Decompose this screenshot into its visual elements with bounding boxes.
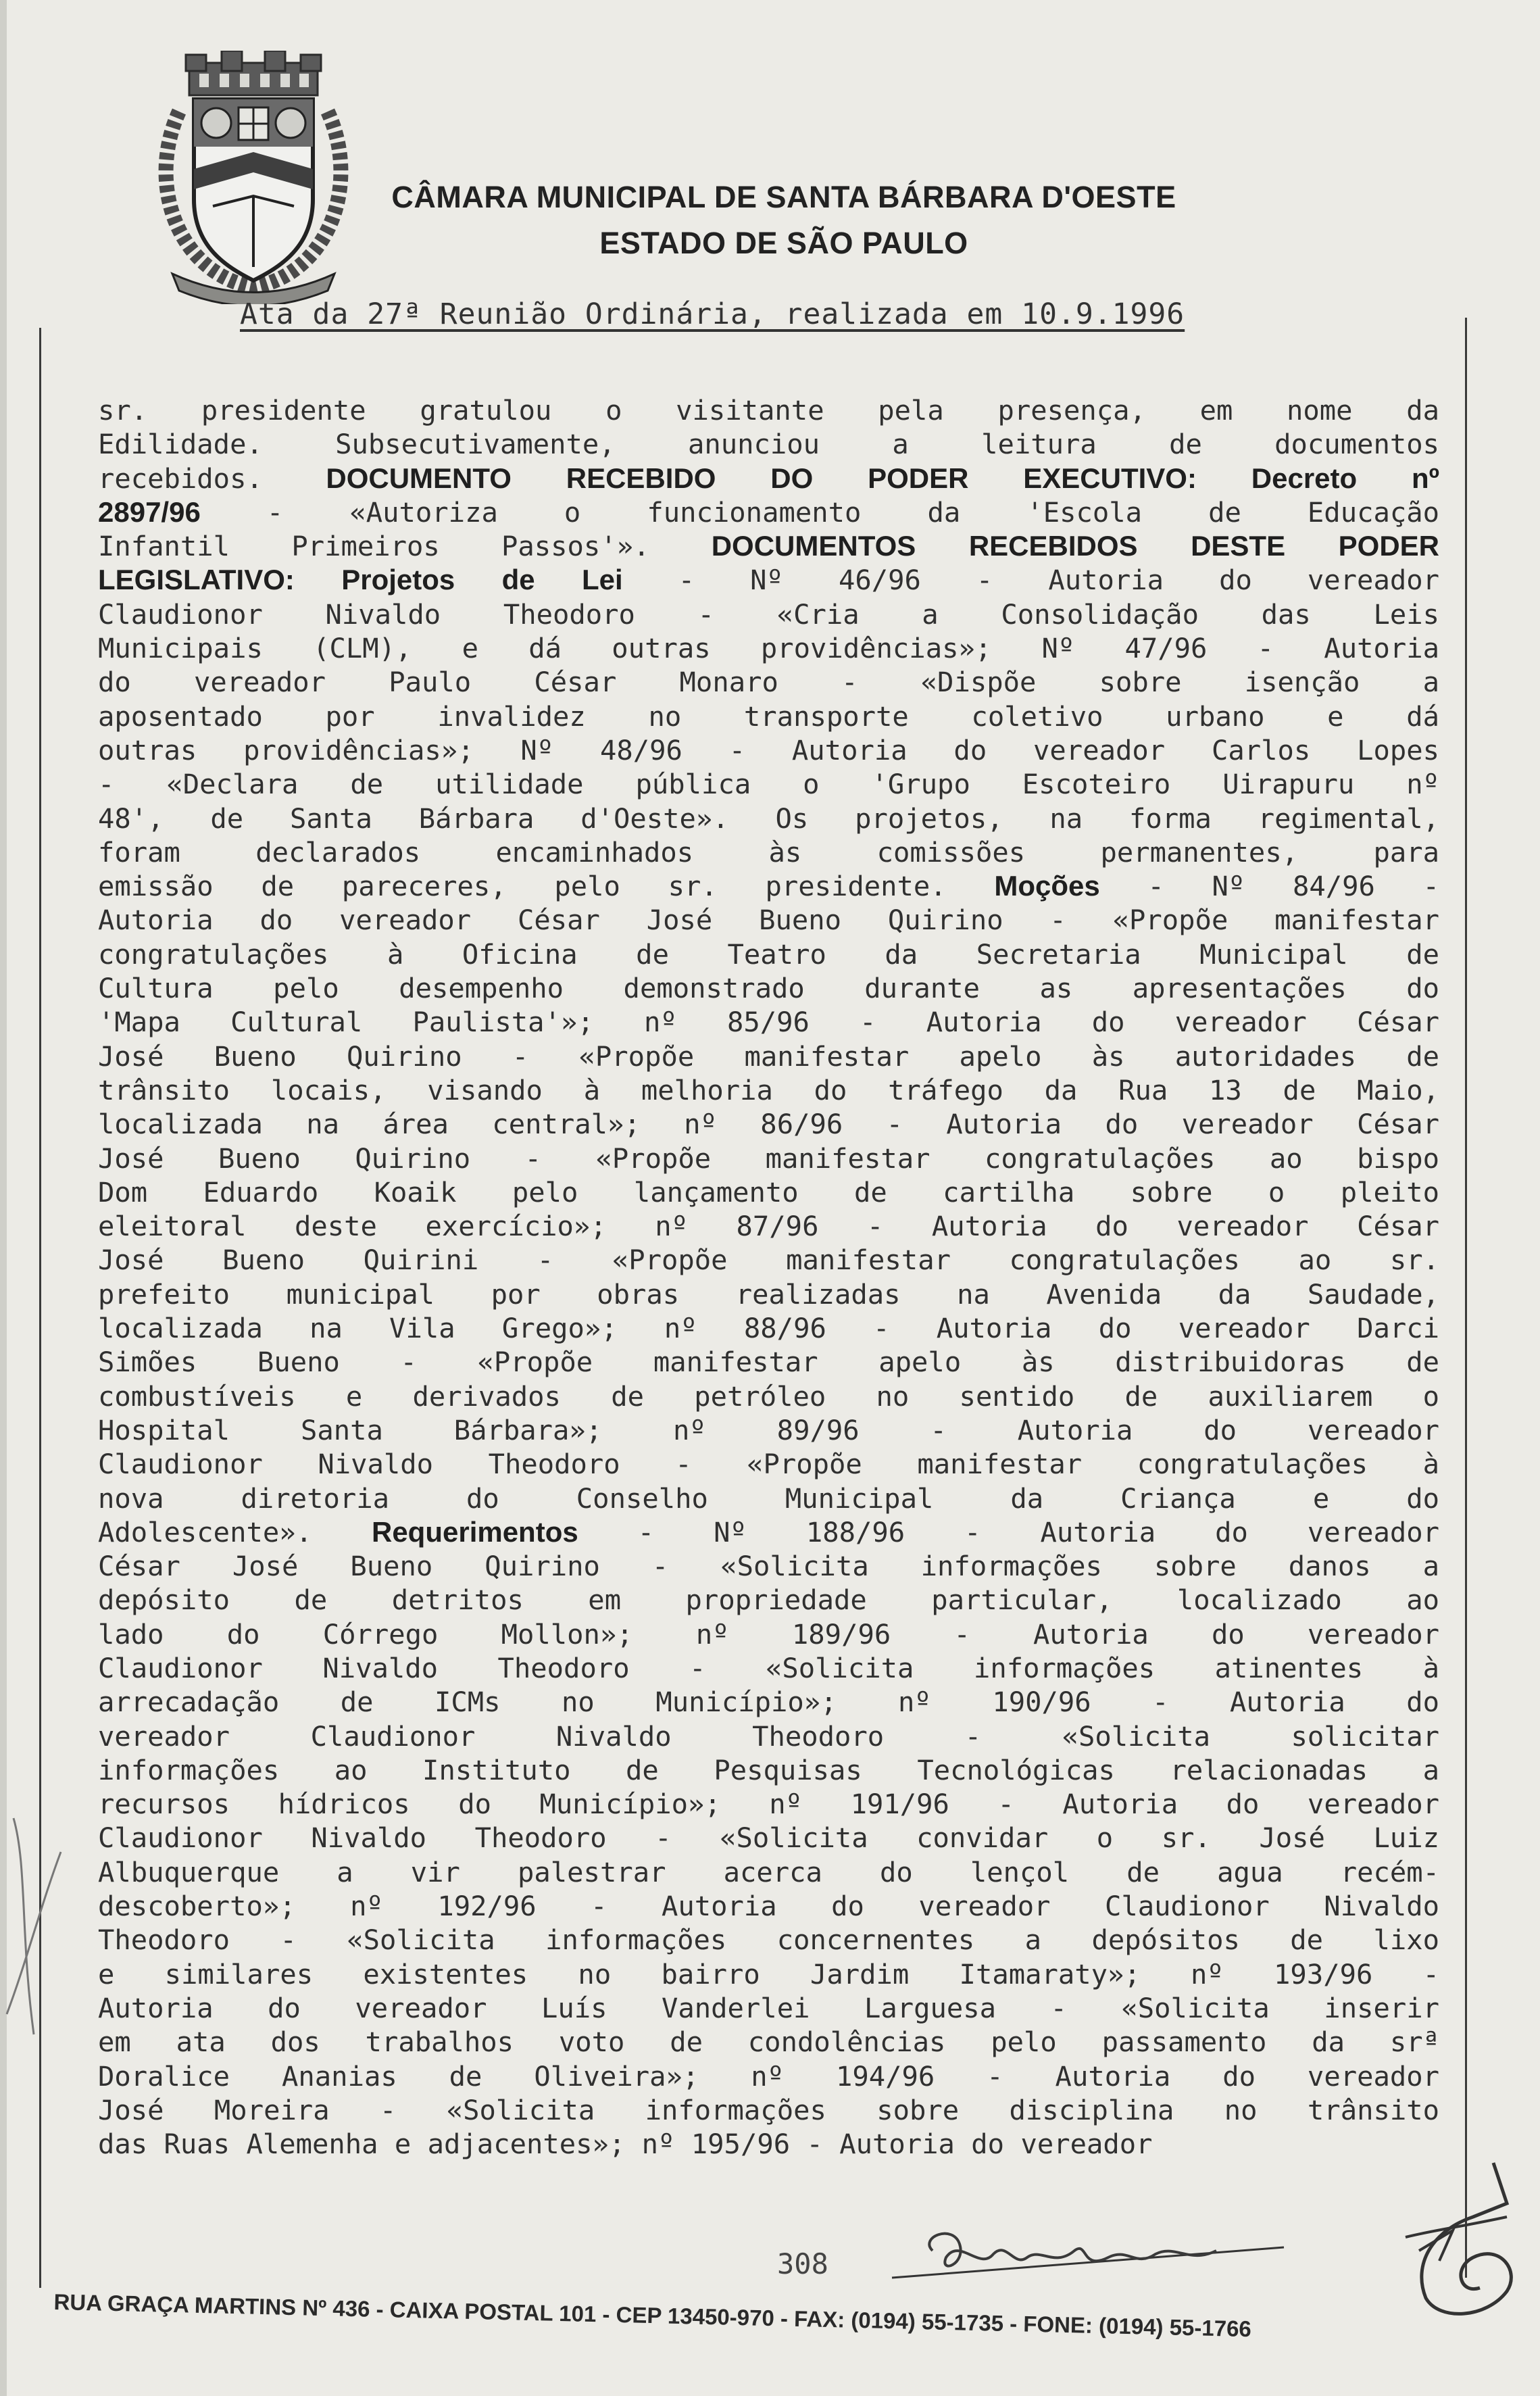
text-segment: arrecadação de ICMs no Município»; nº 190/96 - Autoria do bbox=[98, 1686, 1439, 1719]
text-line bbox=[98, 903, 1439, 937]
text-line bbox=[98, 1142, 1439, 1175]
state-name: ESTADO DE SÃO PAULO bbox=[599, 226, 968, 260]
text-segment: - Nº 188/96 - Autoria do vereador bbox=[578, 1515, 1439, 1548]
text-line bbox=[98, 1855, 1439, 1889]
margin-mark-icon bbox=[0, 1811, 74, 2041]
text-segment: Municipais (CLM), e dá outras providências»; Nº 47/96 - Autoria bbox=[98, 632, 1439, 665]
text-segment: prefeito municipal por obras realizadas na Avenida da Saudade, bbox=[98, 1277, 1439, 1311]
text-segment: - «Declara de utilidade pública o 'Grupo Escoteiro Uirapuru nº bbox=[98, 768, 1439, 801]
text-line bbox=[98, 869, 1439, 903]
text-line bbox=[98, 1583, 1439, 1617]
text-line bbox=[98, 1889, 1439, 1923]
bold-text-segment: Requerimentos bbox=[371, 1515, 578, 1548]
text-segment: Claudionor Nivaldo Theodoro - «Propõe manifestar congratulações à bbox=[98, 1448, 1439, 1481]
text-line bbox=[98, 1482, 1439, 1515]
text-line bbox=[98, 427, 1439, 461]
text-line bbox=[98, 1991, 1439, 2025]
meeting-title: Ata da 27ª Reunião Ordinária, realizada em 10.9.1996 bbox=[240, 297, 1185, 331]
text-line bbox=[98, 1719, 1439, 1753]
text-line bbox=[98, 1243, 1439, 1277]
text-segment: José Bueno Quirini - «Propõe manifestar congratulações ao sr. bbox=[98, 1244, 1439, 1277]
text-segment: recebidos. bbox=[98, 462, 326, 495]
text-line bbox=[98, 1277, 1439, 1311]
text-segment: das Ruas Alemenha e adjacentes»; nº 195/96 - Autoria do vereador bbox=[98, 2128, 1153, 2161]
text-line bbox=[98, 1617, 1439, 1651]
text-line bbox=[98, 2093, 1439, 2127]
bold-text-segment: Moções bbox=[994, 870, 1100, 902]
text-segment: localizada na Vila Grego»; nº 88/96 - Autoria do vereador Darci bbox=[98, 1312, 1439, 1345]
text-segment: - Nº 84/96 - bbox=[1099, 870, 1439, 903]
text-line bbox=[98, 1685, 1439, 1719]
text-segment: do vereador Paulo César Monaro - «Dispõe sobre isenção a bbox=[98, 666, 1439, 699]
text-line bbox=[98, 462, 1439, 495]
text-line bbox=[98, 1379, 1439, 1413]
text-segment: Cultura pelo desempenho demonstrado durante as apresentações do bbox=[98, 972, 1439, 1005]
text-line bbox=[98, 1073, 1439, 1107]
text-segment: Adolescente». bbox=[98, 1515, 372, 1548]
text-segment: depósito de detritos em propriedade particular, localizado ao bbox=[98, 1584, 1439, 1617]
text-segment: informações ao Instituto de Pesquisas Tecnológicas relacionadas a bbox=[98, 1753, 1439, 1786]
handwritten-initials-icon bbox=[1392, 2149, 1527, 2325]
text-line bbox=[98, 1311, 1439, 1345]
text-segment: 'Mapa Cultural Paulista'»; nº 85/96 - Autoria do vereador César bbox=[98, 1006, 1439, 1039]
text-segment: aposentado por invalidez no transporte coletivo urbano e dá bbox=[98, 700, 1439, 733]
minutes-body-text bbox=[98, 393, 1439, 2161]
text-segment: César José Bueno Quirino - «Solicita informações sobre danos a bbox=[98, 1550, 1439, 1583]
text-segment: José Bueno Quirino - «Propõe manifestar apelo às autoridades de bbox=[98, 1040, 1439, 1073]
text-line bbox=[98, 495, 1439, 529]
text-segment: Simões Bueno - «Propõe manifestar apelo às distribuidoras de bbox=[98, 1346, 1439, 1379]
text-segment: - «Autoriza o funcionamento da 'Escola de Educação bbox=[200, 495, 1439, 529]
text-line bbox=[98, 2025, 1439, 2059]
text-segment: Infantil Primeiros Passos'». bbox=[98, 530, 712, 563]
text-segment: Albuquerque a vir palestrar acerca do lençol de agua recém- bbox=[98, 1855, 1439, 1888]
text-segment: Claudionor Nivaldo Theodoro - «Cria a Consolidação das Leis bbox=[98, 597, 1439, 631]
text-segment: localizada na área central»; nº 86/96 - Autoria do vereador César bbox=[98, 1108, 1439, 1141]
text-segment: Autoria do vereador César José Bueno Quirino - «Propõe manifestar bbox=[98, 904, 1439, 937]
page-number: 308 bbox=[777, 2247, 828, 2280]
text-line bbox=[98, 393, 1439, 427]
text-segment: outras providências»; Nº 48/96 - Autoria do vereador Carlos Lopes bbox=[98, 733, 1439, 766]
text-segment: lado do Córrego Mollon»; nº 189/96 - Autoria do vereador bbox=[98, 1617, 1439, 1651]
bold-text-segment: DOCUMENTO RECEBIDO DO PODER EXECUTIVO: Decreto nº bbox=[326, 462, 1439, 494]
text-line bbox=[98, 1753, 1439, 1787]
text-segment: Claudionor Nivaldo Theodoro - «Solicita convidar o sr. José Luiz bbox=[98, 1822, 1439, 1855]
text-line bbox=[98, 1651, 1439, 1685]
text-segment: e similares existentes no bairro Jardim Itamaraty»; nº 193/96 - bbox=[98, 1957, 1439, 1990]
text-line bbox=[98, 2059, 1439, 2093]
text-line bbox=[98, 1413, 1439, 1447]
text-line bbox=[98, 733, 1439, 767]
text-segment: congratulações à Oficina de Teatro da Secretaria Municipal de bbox=[98, 937, 1439, 971]
text-segment: eleitoral deste exercício»; nº 87/96 - Autoria do vereador César bbox=[98, 1210, 1439, 1243]
text-line bbox=[98, 1175, 1439, 1209]
text-line bbox=[98, 1787, 1439, 1821]
text-line bbox=[98, 700, 1439, 733]
text-line bbox=[98, 1821, 1439, 1855]
text-segment: trânsito locais, visando à melhoria do tráfego da Rua 13 de Maio, bbox=[98, 1073, 1439, 1106]
text-line bbox=[98, 1549, 1439, 1583]
text-segment: combustíveis e derivados de petróleo no sentido de auxiliarem o bbox=[98, 1379, 1439, 1413]
text-segment: descoberto»; nº 192/96 - Autoria do vereador Claudionor Nivaldo bbox=[98, 1890, 1439, 1923]
text-line bbox=[98, 1923, 1439, 1957]
text-line bbox=[98, 1515, 1439, 1549]
text-segment: vereador Claudionor Nivaldo Theodoro - «Solicita solicitar bbox=[98, 1719, 1439, 1753]
right-margin-line bbox=[1465, 318, 1467, 2278]
text-segment: Doralice Ananias de Oliveira»; nº 194/96 - Autoria do vereador bbox=[98, 2059, 1439, 2093]
text-segment: José Moreira - «Solicita informações sobre disciplina no trânsito bbox=[98, 2093, 1439, 2126]
text-line bbox=[98, 1005, 1439, 1039]
bold-text-segment: LEGISLATIVO: Projetos de Lei bbox=[98, 564, 623, 596]
text-segment: - Nº 46/96 - Autoria do vereador bbox=[622, 564, 1439, 597]
text-line bbox=[98, 1345, 1439, 1379]
text-line bbox=[98, 665, 1439, 699]
text-line bbox=[98, 835, 1439, 869]
text-line bbox=[98, 971, 1439, 1005]
municipal-coat-of-arms-icon bbox=[152, 51, 355, 304]
text-segment: sr. presidente gratulou o visitante pela presença, em nome da bbox=[98, 394, 1439, 426]
text-segment: em ata dos trabalhos voto de condolências pelo passamento da srª bbox=[98, 2026, 1439, 2059]
text-line bbox=[98, 937, 1439, 971]
text-segment: Dom Eduardo Koaik pelo lançamento de cartilha sobre o pleito bbox=[98, 1175, 1439, 1208]
text-segment: Autoria do vereador Luís Vanderlei Larguesa - «Solicita inserir bbox=[98, 1991, 1439, 2024]
text-segment: nova diretoria do Conselho Municipal da Criança e do bbox=[98, 1482, 1439, 1515]
text-line bbox=[98, 563, 1439, 597]
text-line bbox=[98, 597, 1439, 631]
text-line bbox=[98, 1040, 1439, 1073]
text-segment: 48', de Santa Bárbara d'Oeste». Os projetos, na forma regimental, bbox=[98, 802, 1439, 835]
text-line bbox=[98, 767, 1439, 801]
text-segment: José Bueno Quirino - «Propõe manifestar congratulações ao bispo bbox=[98, 1142, 1439, 1175]
chamber-name: CÂMARA MUNICIPAL DE SANTA BÁRBARA D'OESTE bbox=[391, 180, 1176, 214]
text-segment: Edilidade. Subsecutivamente, anunciou a leitura de documentos bbox=[98, 428, 1439, 461]
text-segment: Claudionor Nivaldo Theodoro - «Solicita informações atinentes à bbox=[98, 1651, 1439, 1684]
bold-text-segment: DOCUMENTOS RECEBIDOS DESTE PODER bbox=[711, 530, 1439, 562]
bold-text-segment: 2897/96 bbox=[98, 495, 201, 528]
text-line bbox=[98, 1957, 1439, 1991]
text-line bbox=[98, 1209, 1439, 1243]
text-segment: Theodoro - «Solicita informações concernentes a depósitos de lixo bbox=[98, 1924, 1439, 1957]
address-footer: RUA GRAÇA MARTINS Nº 436 - CAIXA POSTAL 101 - CEP 13450-970 - FAX: (0194) 55-1735 - FONE: (0194) 55-1766 bbox=[53, 2289, 1252, 2342]
text-line bbox=[98, 1447, 1439, 1481]
handwritten-signature-icon bbox=[878, 2210, 1318, 2291]
text-line bbox=[98, 529, 1439, 563]
text-segment: recursos hídricos do Município»; nº 191/96 - Autoria do vereador bbox=[98, 1788, 1439, 1821]
text-line bbox=[98, 802, 1439, 835]
text-line bbox=[98, 2127, 1439, 2161]
text-segment: foram declarados encaminhados às comissões permanentes, para bbox=[98, 835, 1439, 869]
text-line bbox=[98, 1107, 1439, 1141]
text-line bbox=[98, 631, 1439, 665]
text-segment: Hospital Santa Bárbara»; nº 89/96 - Autoria do vereador bbox=[98, 1413, 1439, 1446]
text-segment: emissão de pareceres, pelo sr. presidente. bbox=[98, 870, 995, 903]
